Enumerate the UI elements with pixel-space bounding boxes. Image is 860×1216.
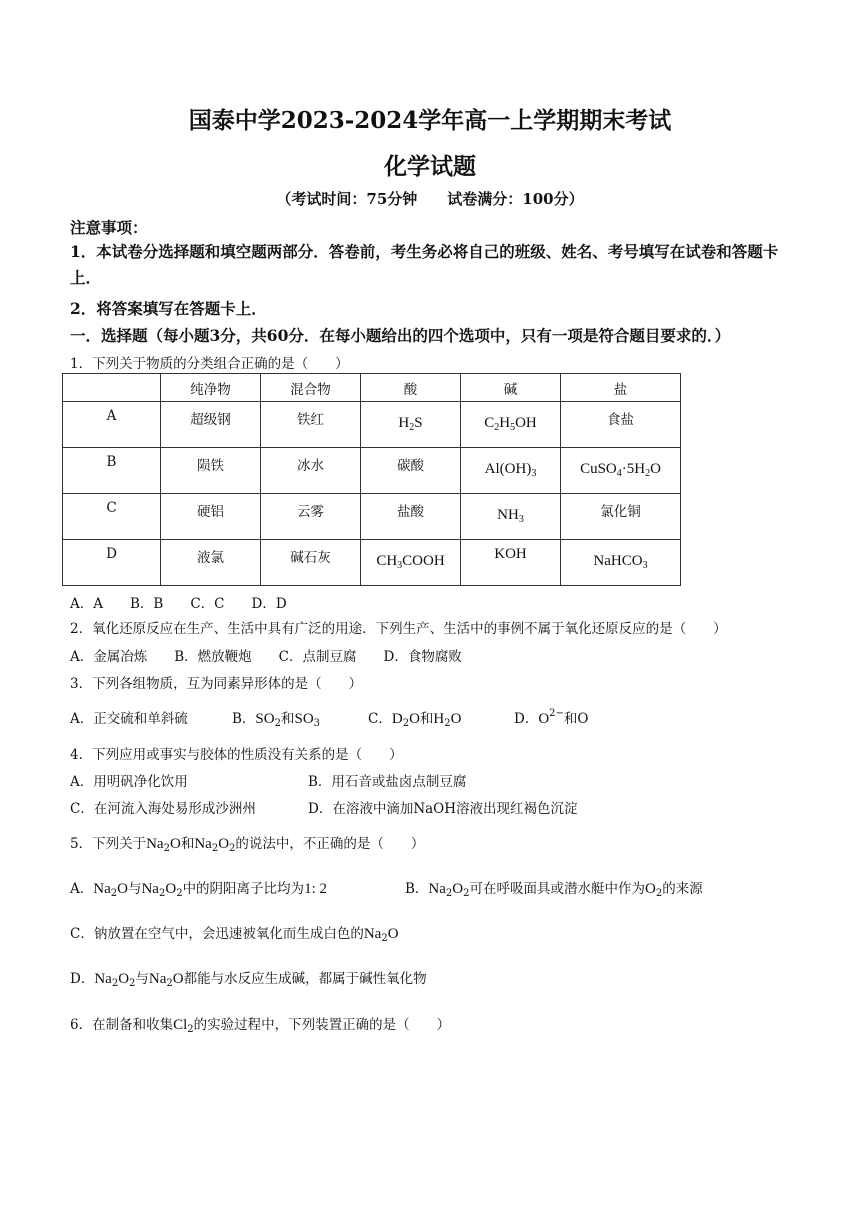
row-label: D — [106, 546, 117, 562]
row-label: B — [106, 454, 117, 470]
formula-ethanol: $C_2H_5OH$ — [484, 415, 537, 433]
q3-option-d: D．$O^{2-}$和O — [514, 708, 589, 727]
table-row — [63, 448, 681, 494]
table-row — [63, 494, 681, 540]
table-header-cell: 盐 — [561, 374, 681, 402]
table-header-row — [63, 374, 681, 402]
exam-subject: 化学试题 — [384, 153, 476, 180]
table-header-cell: 混合物 — [261, 374, 361, 402]
table-cell: 云雾 — [297, 504, 324, 520]
q6-stem: 6．在制备和收集$Cl_2$的实验过程中，下列装置正确的是（ ） — [70, 1017, 451, 1035]
q5-option-a: A．$Na_2O$与$Na_2O_2$中的阴阳离子比均为1: 2 — [70, 881, 327, 899]
q2-stem: 2．氧化还原反应在生产、生活中具有广泛的用途．下列生产、生活中的事例不属于氧化还原反应的是（ ） — [70, 621, 727, 637]
q1-classification-table — [62, 373, 681, 586]
row-label: C — [106, 500, 117, 516]
row-label: A — [106, 408, 117, 424]
table-cell: 铁红 — [297, 412, 324, 428]
notes-item-2: 2．将答案填写在答题卡上． — [70, 299, 267, 318]
formula-acetic-acid: $CH_3COOH$ — [376, 553, 445, 571]
q4-option-a: A．用明矾净化饮用 — [70, 774, 188, 790]
table-header-cell — [63, 374, 161, 402]
q4-option-b: B．用石音或盐卤点制豆腐 — [308, 774, 467, 790]
q1-stem: 1．下列关于物质的分类组合正确的是（ ） — [70, 356, 349, 372]
table-cell: 盐酸 — [397, 504, 424, 520]
table-cell: 超级钢 — [190, 412, 231, 428]
formula-copper-sulfate-hydrate: $CuSO_4\cdot 5H_2O$ — [580, 461, 661, 479]
q4-option-c: C．在河流入海处易形成沙洲州 — [70, 801, 256, 817]
table-row — [63, 540, 681, 586]
formula-koh: KOH — [494, 546, 527, 562]
exam-info: （考试时间：75分钟 试卷满分：100分） — [276, 190, 584, 208]
table-header-cell: 酸 — [361, 374, 461, 402]
q3-stem: 3．下列各组物质，互为同素异形体的是（ ） — [70, 676, 363, 692]
q4-stem: 4．下列应用或事实与胶体的性质没有关系的是（ ） — [70, 747, 403, 763]
formula-aluminium-hydroxide: $Al(OH)_3$ — [484, 461, 537, 479]
exam-title: 国泰中学2023-2024学年高一上学期期末考试 — [188, 107, 672, 134]
q5-stem: 5．下列关于$Na_2O$和$Na_2O_2$的说法中，不正确的是（ ） — [70, 836, 425, 854]
table-cell: 碳酸 — [397, 458, 424, 474]
q3-option-a: A．正交硫和单斜硫 — [70, 711, 188, 727]
table-cell: 氯化铜 — [600, 504, 641, 520]
q3-option-b: B．$SO_2$和$SO_3$ — [232, 711, 321, 729]
formula-h2s: $H_2S$ — [398, 415, 423, 433]
table-cell: 液氯 — [197, 550, 224, 566]
q5-option-d: D．$Na_2O_2$与$Na_2O$都能与水反应生成碱，都属于碱性氧化物 — [70, 971, 427, 989]
table-cell: 冰水 — [297, 458, 324, 474]
q5-option-b: B．$Na_2O_2$可在呼吸面具或潜水艇中作为$O_2$的来源 — [405, 881, 703, 899]
table-header-cell: 碱 — [461, 374, 561, 402]
q1-options: A．A B．B C．C D．D — [70, 596, 287, 612]
q4-option-d: D．在溶液中滴加NaOH溶液出现红褐色沉淀 — [308, 801, 578, 817]
table-cell: 硬铝 — [197, 504, 224, 520]
table-cell: 陨铁 — [197, 458, 224, 474]
q2-options: A．金属冶炼 B．燃放鞭炮 C．点制豆腐 D．食物腐败 — [70, 649, 462, 665]
q5-option-c: C．钠放置在空气中，会迅速被氧化而生成白色的$Na_2O$ — [70, 926, 399, 944]
formula-ammonia: $NH_3$ — [497, 507, 524, 525]
notes-heading: 注意事项： — [70, 218, 148, 237]
formula-sodium-bicarbonate: NaHCO$_3$ — [593, 553, 648, 571]
q3-option-c: C．$D_2O$和$H_2O$ — [368, 711, 462, 729]
table-cell: 食盐 — [607, 412, 634, 428]
table-cell: 碱石灰 — [290, 550, 331, 566]
table-header-cell: 纯净物 — [161, 374, 261, 402]
table-row — [63, 402, 681, 448]
section-1-heading: 一．选择题（每小题3分，共60分．在每小题给出的四个选项中，只有一项是符合题目要求的．） — [70, 326, 731, 345]
notes-item-1: 1．本试卷分选择题和填空题两部分．答卷前，考生务必将自己的班级、姓名、考号填写在试卷和答题卡上． — [70, 242, 779, 287]
